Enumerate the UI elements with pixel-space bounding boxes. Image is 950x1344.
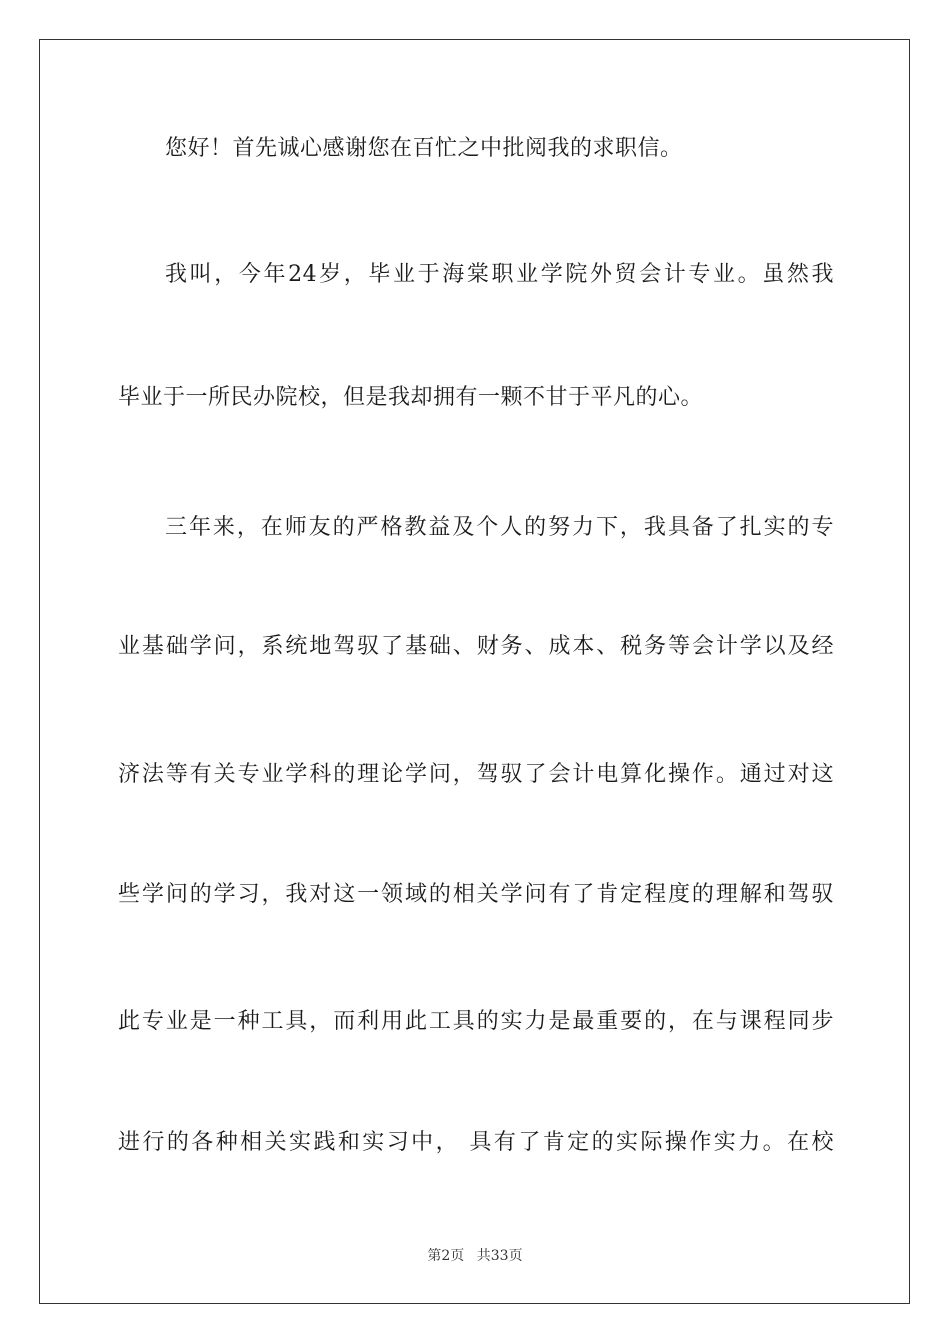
paragraph-line-8: 此专业是一种工具，而利用此工具的实力是最重要的，在与课程同步 — [118, 1009, 834, 1034]
paragraph-line-4: 三年来，在师友的严格教益及个人的努力下，我具备了扎实的专 — [165, 515, 834, 540]
paragraph-line-7: 些学问的学习，我对这一领域的相关学问有了肯定程度的理解和驾驭 — [118, 882, 834, 907]
page-total: 共33页 — [476, 1248, 523, 1264]
paragraph-line-9: 进行的各种相关实践和实习中， 具有了肯定的实际操作实力。在校 — [118, 1130, 834, 1155]
page-number: 第2页 — [427, 1248, 465, 1264]
page-footer — [0, 1247, 950, 1265]
paragraph-line-3: 毕业于一所民办院校，但是我却拥有一颗不甘于平凡的心。 — [118, 385, 704, 410]
paragraph-line-5: 业基础学问，系统地驾驭了基础、财务、成本、税务等会计学以及经 — [118, 634, 834, 659]
paragraph-line-2: 我叫，今年24岁，毕业于海棠职业学院外贸会计专业。虽然我 — [165, 262, 834, 287]
paragraph-line-6: 济法等有关专业学科的理论学问，驾驭了会计电算化操作。通过对这 — [118, 762, 834, 787]
page-border — [39, 39, 910, 1304]
paragraph-line-1: 您好！首先诚心感谢您在百忙之中批阅我的求职信。 — [165, 136, 683, 161]
